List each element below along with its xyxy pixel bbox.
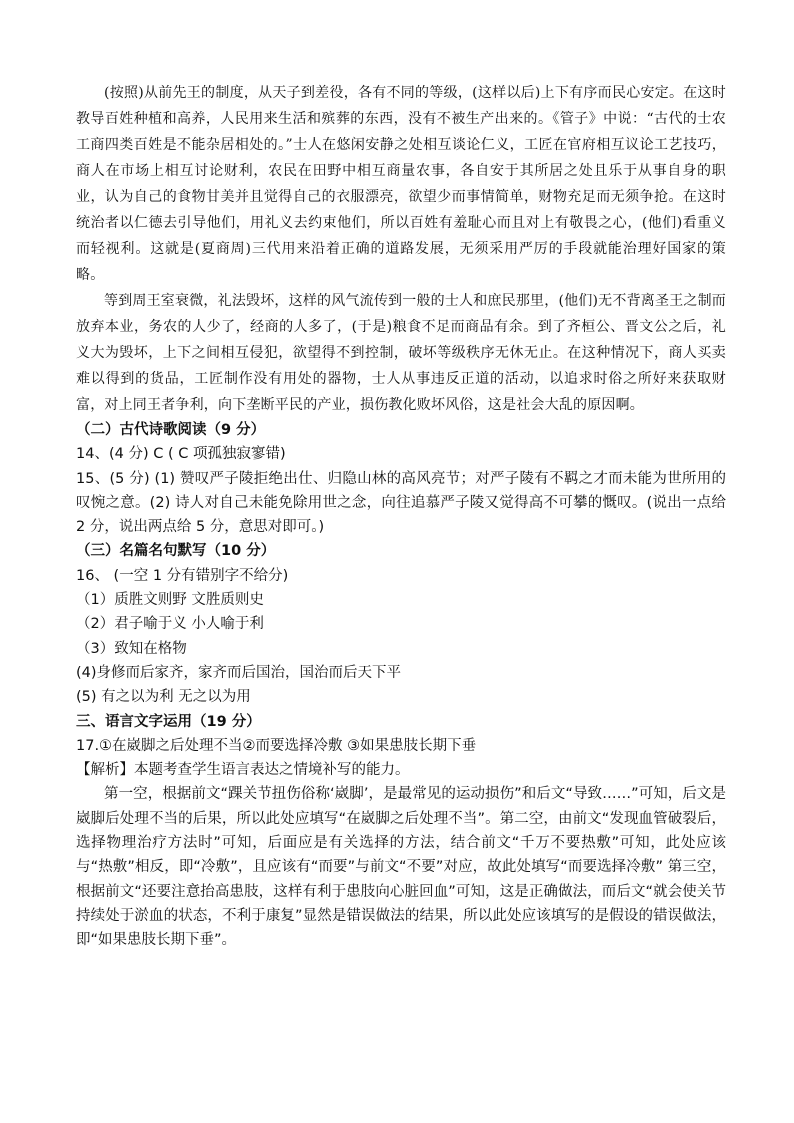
recitation-item: （3）致知在格物 <box>76 640 187 657</box>
answer-q16: 16、 (一空 1 分有错别字不给分) <box>76 567 289 584</box>
section-heading-poetry: （二）古代诗歌阅读（9 分） <box>76 422 266 438</box>
recitation-item: (4)身修而后家齐，家齐而后国治，国治而后天下平 <box>76 664 402 681</box>
analysis-explanation: 第一空，根据前文“踝关节扭伤俗称‘崴脚’，是最常见的运动损伤”和后文“导致……”可知，后文是崴脚后处理不当的后果，所以此处应填写“在崴脚之后处理不当”。第二空，由前文“发现血管破裂后，选择物理治疗方法时”可知，后面应是有关选择的方法，结合前文“千万不要热敷”可知，此处应该与“热敷”相反，即“冷敷”，且应该有“而要”与前文“不要”对应，故此处填写“而要选择冷敷” 第三空，根据前文“还要注意抬高患肢，这样有利于患肢向心脏回血”可知，这是正确做法，而后文“就会使关节持续处于淤血的状态，不利于康复”显然是错误做法的结果，所以此处应该填写的是假设的错误做法，即“如果患肢长期下垂”。 <box>76 786 726 949</box>
section-heading-recitation: （三）名篇名句默写（10 分） <box>76 543 276 560</box>
translation-paragraph-2: 等到周王室衰微，礼法毁坏，这样的风气流传到一般的士人和庶民那里，(他们)无不背离圣王之制而放弃本业，务农的人少了，经商的人多了，(于是)粮食不足而商品有余。到了齐桓公、晋文公之后，礼义大为毁坏，上下之间相互侵犯，欲望得不到控制，破坏等级秩序无休无止。在这种情况下，商人买卖难以得到的货品，工匠制作没有用处的器物，士人从事违反正道的活动，以追求时俗之所好来获取财富，对上同王者争利，向下垄断平民的产业，损伤教化败坏风俗，这是社会大乱的原因啊。 <box>76 293 726 413</box>
analysis-label: 【解析】本题考查学生语言表达之情境补写的能力。 <box>76 762 410 779</box>
answer-q14: 14、(4 分) C ( C 项孤独寂寥错) <box>76 446 286 463</box>
recitation-item: (5) 有之以为利 无之以为用 <box>76 689 251 706</box>
recitation-item: （2）君子喻于义 小人喻于利 <box>76 616 264 633</box>
answer-q17: 17.①在崴脚之后处理不当②而要选择冷敷 ③如果患肢长期下垂 <box>76 737 477 754</box>
translation-paragraph-1: (按照)从前先王的制度，从天子到差役，各有不同的等级，(这样以后)上下有序而民心安定。在这时教导百姓种植和高养，人民用来生活和殡葬的东西，没有不被生产出来的。《管子》中说：“古代的士农工商四类百姓是不能杂居相处的。”士人在悠闲安静之处相互谈论仁义，工匠在官府相互议论工艺技巧，商人在市场上相互讨论财利，农民在田野中相互商量农事，各自安于其所居之处且乐于从事自身的职业，认为自己的食物甘美并且觉得自己的衣服漂亮，欲望少而事情简单，财物充足而无须争抢。在这时统治者以仁德去引导他们，用礼义去约束他们，所以百姓有羞耻心而且对上有敬畏之心，(他们)看重义而轻视利。这就是(夏商周)三代用来沿着正确的道路发展，无须采用严厉的手段就能治理好国家的策略。 <box>76 85 726 283</box>
answer-q15: 15、(5 分) (1) 赞叹严子陵拒绝出仕、归隐山林的高风亮节；对严子陵有不羁之才而未能为世所用的叹惋之意。(2) 诗人对自己未能免除用世之念，向往追慕严子陵又觉得高不可攀的慨叹。(说出一点给 2 分，说出两点给 5 分，意思对即可。) <box>76 470 726 536</box>
recitation-item: （1）质胜文则野 文胜质则史 <box>76 592 264 609</box>
part-heading-language-use: 三、语言文字运用（19 分） <box>76 713 261 730</box>
answer-page <box>76 80 726 953</box>
